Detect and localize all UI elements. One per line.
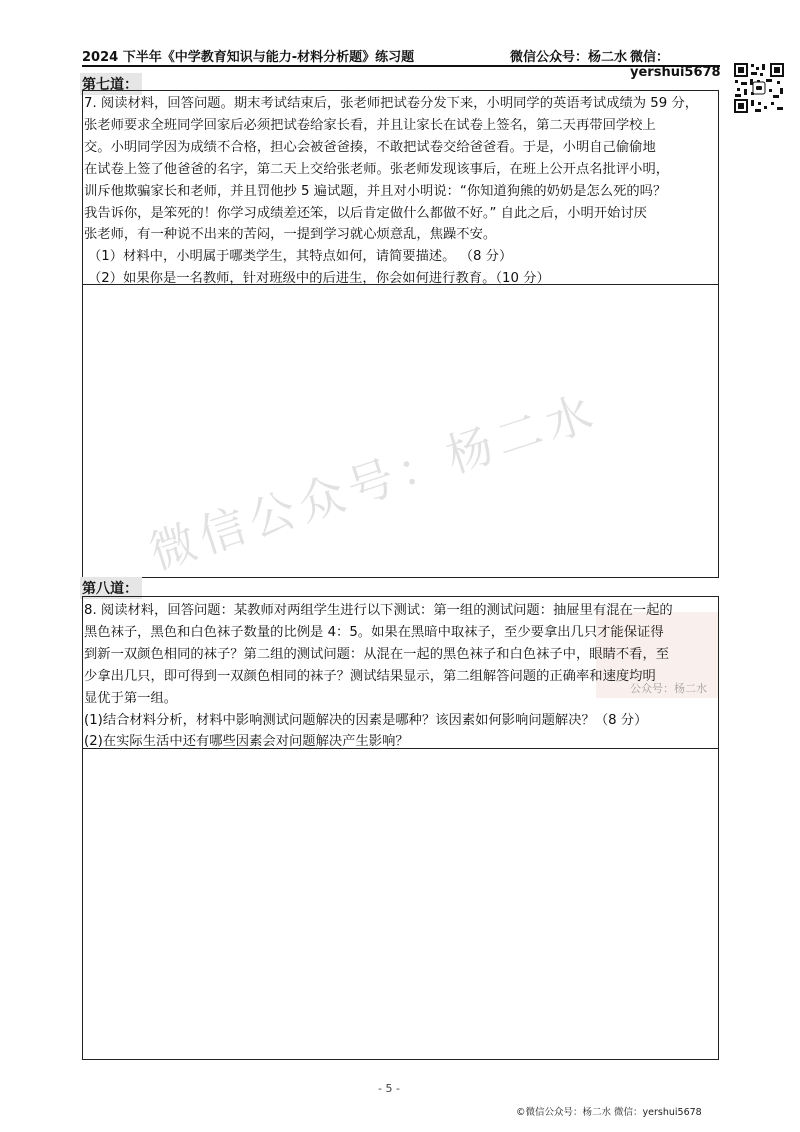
qr-code-icon xyxy=(733,62,785,114)
question-7-line: 张老师，有一种说不出来的苦闷，一提到学习就心烦意乱，焦躁不安。 xyxy=(84,227,497,243)
footer-wechat: ©微信公众号：杨二水 微信：yershui5678 xyxy=(516,1107,702,1118)
question-8-line: 到新一双颜色相同的袜子？第二组的测试问题：从混在一起的黑色袜子和白色袜子中，眼睛不看，至 xyxy=(84,646,670,662)
question-8-answer-divider xyxy=(82,748,719,749)
question-7-line: 7. 阅读材料，回答问题。期末考试结束后，张老师把试卷分发下来，小明同学的英语考试成绩为 59 分， xyxy=(84,96,699,111)
question-8-sub-1: (1)结合材料分析，材料中影响测试问题解决的因素是哪种？该因素如何影响问题解决？（8 分） xyxy=(84,712,648,728)
document-title: 2024 下半年《中学教育知识与能力-材料分析题》练习题 xyxy=(82,50,415,65)
question-8-line: 显优于第一组。 xyxy=(84,690,178,706)
header-rule xyxy=(82,65,720,67)
page-number: - 5 - xyxy=(378,1082,400,1095)
question-7-line: 我告诉你，是笨死的！你学习成绩差还笨，以后肯定做什么都做不好。” 自此之后，小明开始讨厌 xyxy=(84,205,647,221)
section-7-label: 第七道： xyxy=(80,73,142,95)
watermark-small: 公众号：杨二水 xyxy=(630,682,707,695)
question-7-answer-divider xyxy=(82,284,719,285)
question-8-line: 黑色袜子，黑色和白色袜子数量的比例是 4：5。如果在黑暗中取袜子，至少要拿出几只才能保证得 xyxy=(84,624,664,640)
section-8-label: 第八道： xyxy=(80,577,142,599)
question-8-line: 8. 阅读材料，回答问题：某教师对两组学生进行以下测试：第一组的测试问题：抽屉里有混在一起的 xyxy=(84,603,673,618)
question-7-line: 张老师要求全班同学回家后必须把试卷给家长看，并且让家长在试卷上签名，第二天再带回学校上 xyxy=(84,117,656,133)
wechat-id-label: 微信：yershui5678 xyxy=(630,50,721,80)
question-7-line: 交。小明同学因为成绩不合格，担心会被爸爸揍，不敢把试卷交给爸爸看。于是，小明自己偷偷地 xyxy=(84,139,656,155)
question-8-sub-2: (2)在实际生活中还有哪些因素会对问题解决产生影响？ xyxy=(84,734,409,750)
question-7-line: 训斥他欺骗家长和老师，并且罚他抄 5 遍试题，并且对小明说：“你知道狗熊的奶奶是怎么死的吗？ xyxy=(84,183,667,199)
watermark-main: 微信公众号：杨二水 xyxy=(142,383,605,580)
question-8-text xyxy=(84,600,716,753)
question-7-line: 在试卷上签了他爸爸的名字，第二天上交给张老师。张老师发现该事后，在班上公开点名批评小明， xyxy=(84,161,670,177)
question-8-line: 少拿出几只，即可得到一双颜色相同的袜子？测试结果显示，第二组解答问题的正确率和速度均明 xyxy=(84,668,656,684)
question-7-text xyxy=(84,93,716,290)
wechat-account-label: 微信公众号：杨二水 xyxy=(510,50,628,65)
question-7-sub-2: （2）如果你是一名教师，针对班级中的后进生，你会如何进行教育。（10 分） xyxy=(88,271,550,287)
question-7-sub-1: （1）材料中，小明属于哪类学生，其特点如何，请简要描述。 （8 分） xyxy=(88,249,513,265)
page-header xyxy=(82,44,722,80)
